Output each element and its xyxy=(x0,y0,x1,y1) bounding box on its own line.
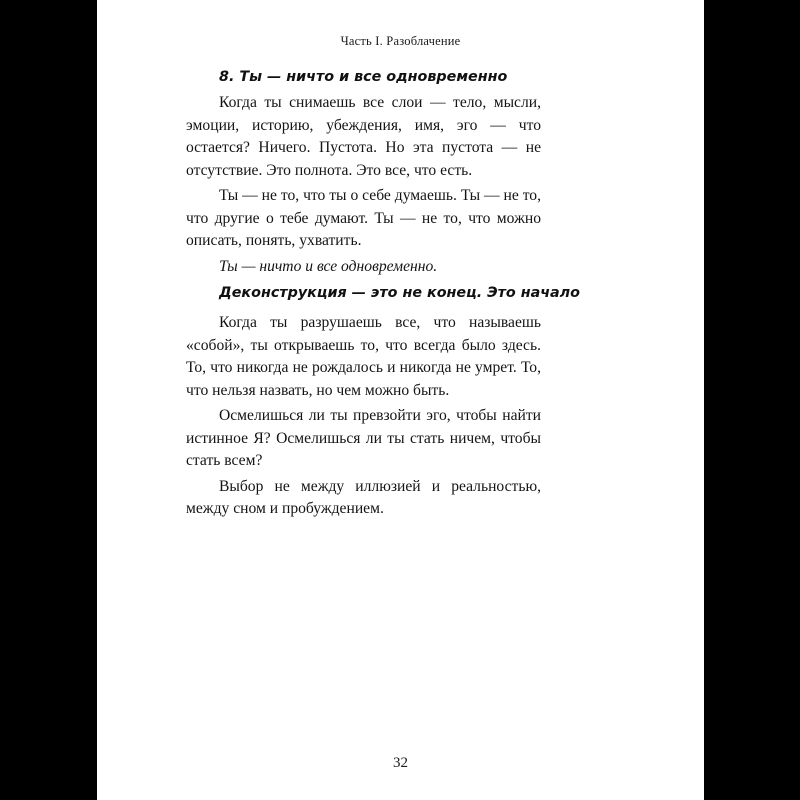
book-page xyxy=(97,0,704,800)
paragraph-2: Ты — не то, что ты о себе думаешь. Ты — не то, что другие о тебе думают. Ты — не то, что можно описать, понять, ухватить. xyxy=(186,187,541,249)
page-content xyxy=(186,66,580,524)
italic-paragraph: Ты — ничто и все одновременно. xyxy=(219,257,438,275)
paragraph-4: Осмелишься ли ты превзойти эго, чтобы найти истинное Я? Осмелишься ли ты стать ничем, чтобы стать всем? xyxy=(186,407,541,469)
page-number: 32 xyxy=(393,755,408,771)
paragraph-5: Выбор не между иллюзией и реальностью, между сном и пробуждением. xyxy=(186,477,541,517)
paragraph-1: Когда ты снимаешь все слои — тело, мысли, эмоции, историю, убеждения, имя, эго — что остается? Ничего. Пустота. Но эта пустота — не отсутствие. Это полнота. Это все, что есть. xyxy=(186,94,541,179)
left-black-border xyxy=(0,0,97,800)
section-heading-1: 8. Ты — ничто и все одновременно xyxy=(219,69,508,85)
section-heading-2: Деконструкция — это не конец. Это начало xyxy=(219,285,580,301)
right-black-border xyxy=(704,0,800,800)
paragraph-3: Когда ты разрушаешь все, что называешь «собой», ты открываешь то, что всегда было здесь. То, что никогда не рождалось и никогда не умрет. То, что нельзя назвать, но чем можно быть. xyxy=(186,314,541,399)
running-head: Часть I. Разоблачение xyxy=(340,34,461,48)
